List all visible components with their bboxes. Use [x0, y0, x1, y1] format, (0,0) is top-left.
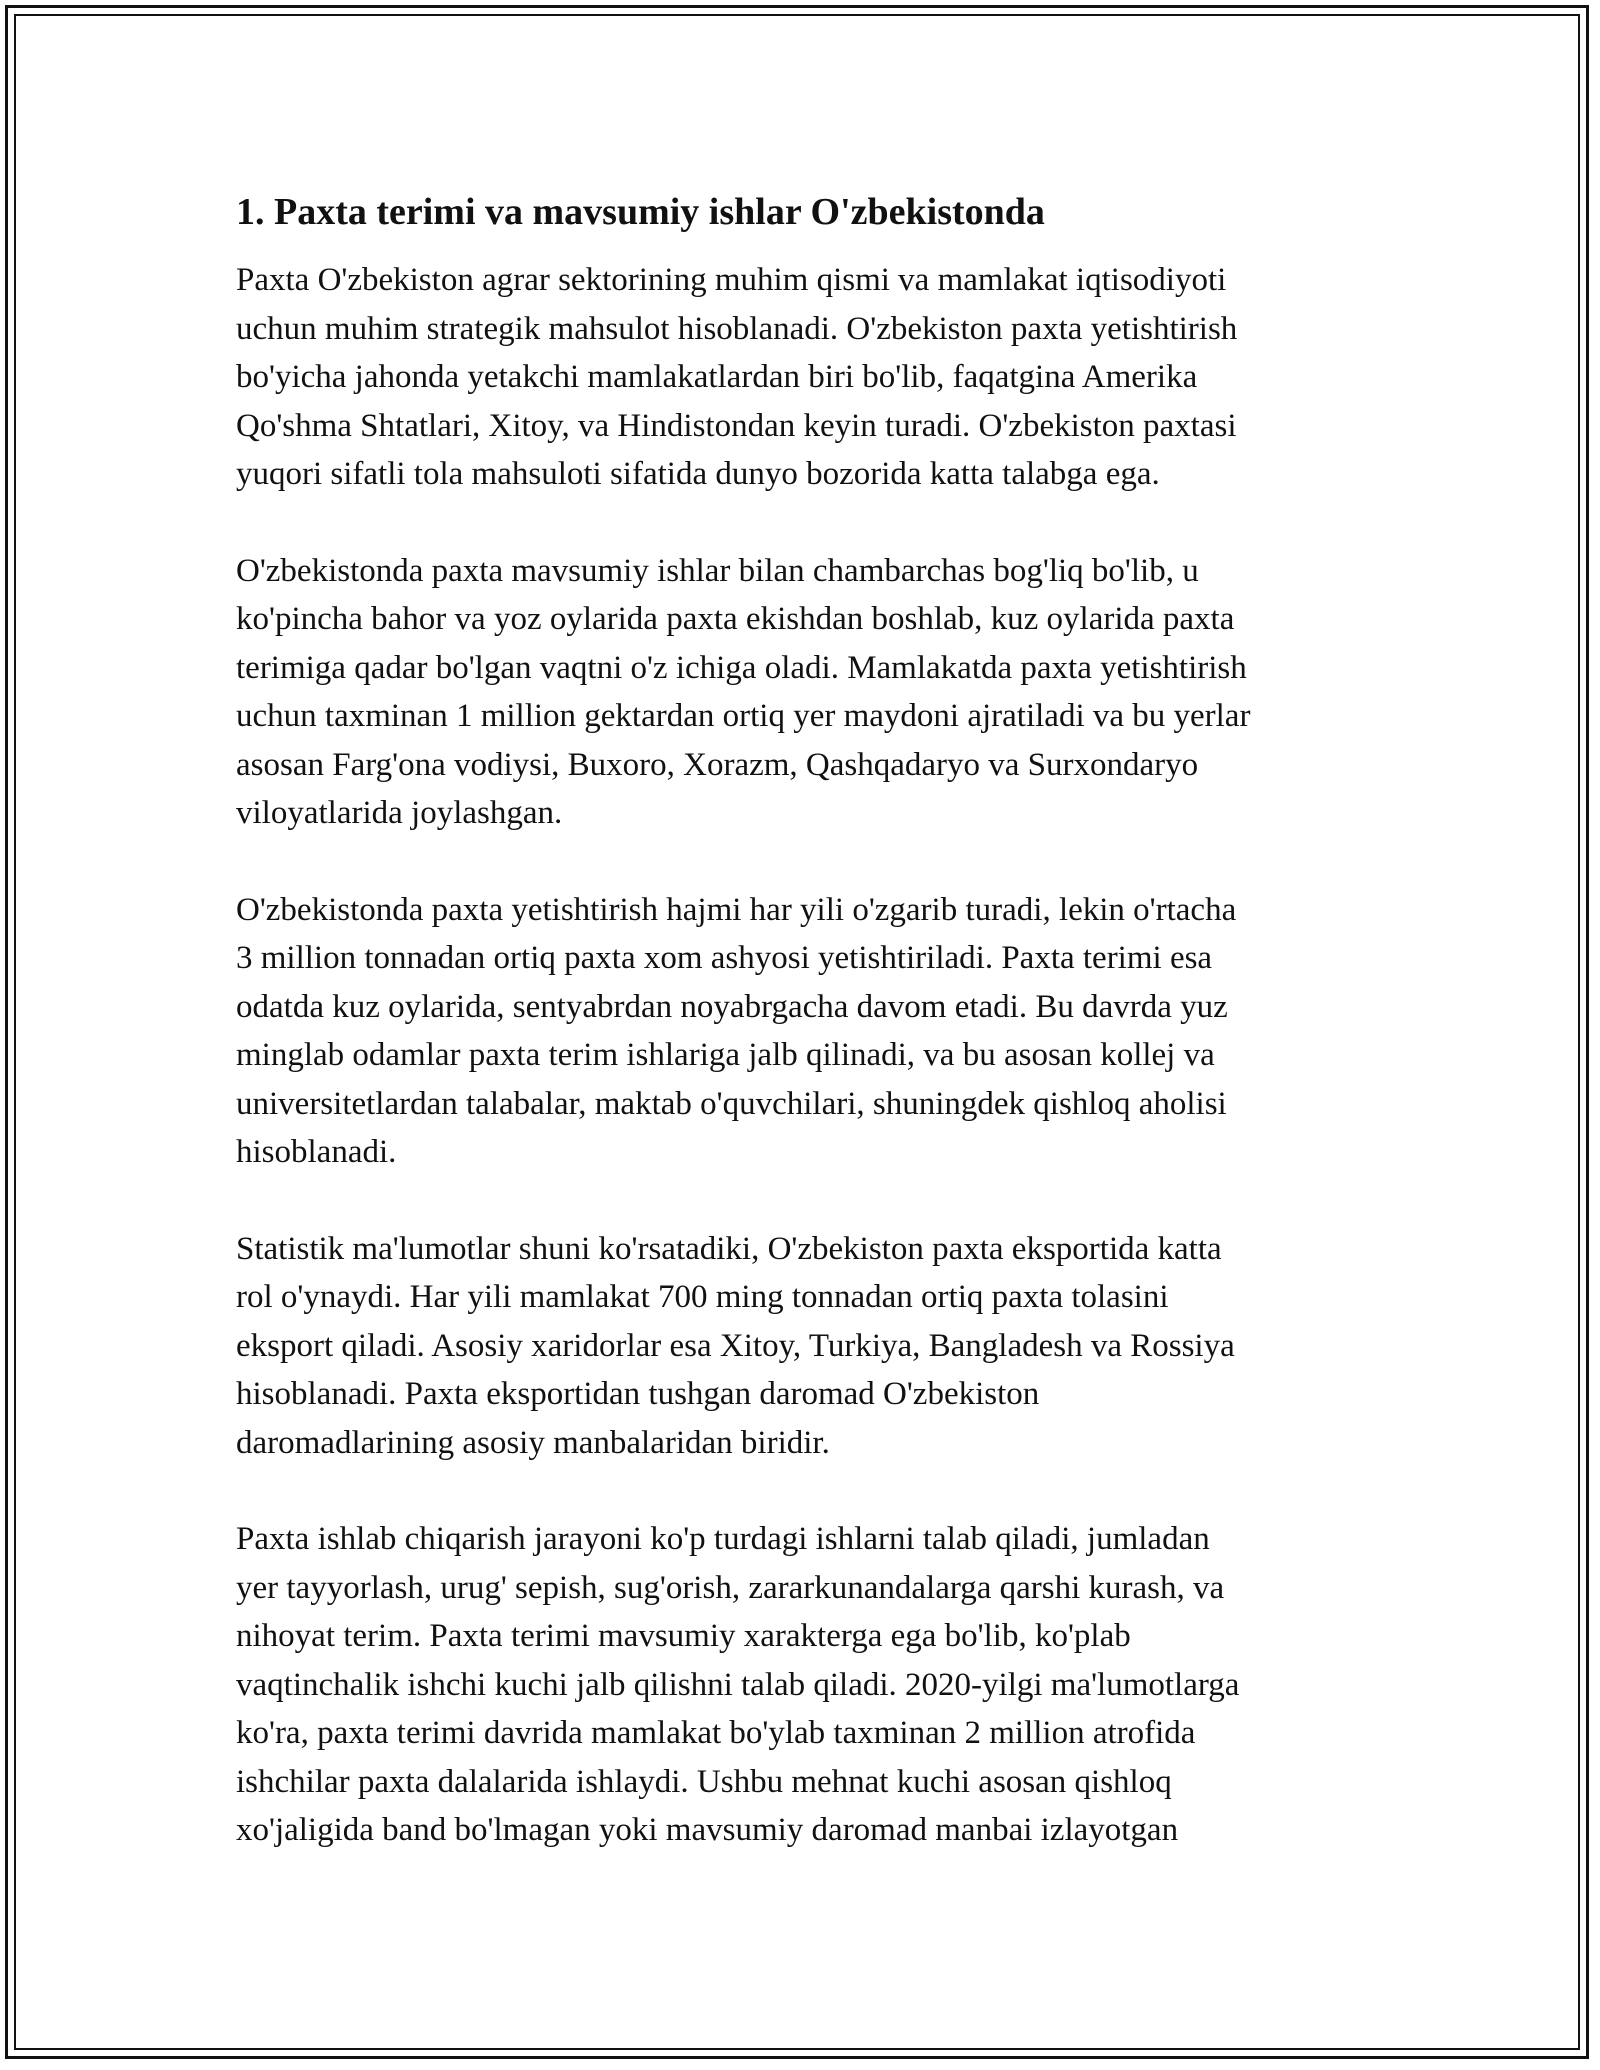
document-body	[236, 188, 1376, 1903]
paragraph-3	[236, 886, 1376, 1177]
text-line: viloyatlarida joylashgan.	[236, 795, 563, 831]
text-line: O'zbekistonda paxta mavsumiy ishlar bilan chambarchas bog'liq bo'lib, u	[236, 552, 1199, 589]
paragraph-1	[236, 256, 1376, 499]
text-line: daromadlarining asosiy manbalaridan biridir.	[236, 1424, 830, 1461]
section-heading: 1. Paxta terimi va mavsumiy ishlar O'zbekistonda	[236, 191, 1045, 233]
text-line: eksport qiladi. Asosiy xaridorlar esa Xitoy, Turkiya, Bangladesh va Rossiya	[236, 1327, 1235, 1364]
text-line: 3 million tonnadan ortiq paxta xom ashyosi yetishtiriladi. Paxta terimi esa	[236, 940, 1213, 976]
text-line: terimiga qadar bo'lgan vaqtni o'z ichiga oladi. Mamlakatda paxta yetishtirish	[236, 649, 1247, 686]
text-line: odatda kuz oylarida, sentyabrdan noyabrgacha davom etadi. Bu davrda yuz	[236, 988, 1228, 1025]
text-line: yer tayyorlash, urug' sepish, sug'orish, zararkunandalarga qarshi kurash, va	[236, 1569, 1225, 1606]
text-line: yuqori sifatli tola mahsuloti sifatida dunyo bozorida katta talabga ega.	[236, 456, 1160, 492]
text-line: Qo'shma Shtatlari, Xitoy, va Hindistondan keyin turadi. O'zbekiston paxtasi	[236, 407, 1237, 444]
text-line: rol o'ynaydi. Har yili mamlakat 700 ming tonnadan ortiq paxta tolasini	[236, 1279, 1169, 1315]
text-line: asosan Farg'ona vodiysi, Buxoro, Xorazm, Qashqadaryo va Surxondaryo	[236, 746, 1199, 783]
text-line: ishchilar paxta dalalarida ishlaydi. Ushbu mehnat kuchi asosan qishloq	[236, 1763, 1172, 1800]
text-line: bo'yicha jahonda yetakchi mamlakatlardan biri bo'lib, faqatgina Amerika	[236, 359, 1198, 395]
paragraph-5	[236, 1515, 1376, 1855]
text-line: universitetlardan talabalar, maktab o'quvchilari, shuningdek qishloq aholisi	[236, 1085, 1227, 1122]
text-line: Paxta O'zbekiston agrar sektorining muhim qismi va mamlakat iqtisodiyoti	[236, 262, 1227, 298]
text-line: Paxta ishlab chiqarish jarayoni ko'p turdagi ishlarni talab qiladi, jumladan	[236, 1521, 1210, 1557]
paragraph-4	[236, 1225, 1376, 1468]
text-line: xo'jaligida band bo'lmagan yoki mavsumiy daromad manbai izlayotgan	[236, 1812, 1179, 1848]
text-line: uchun taxminan 1 million gektardan ortiq yer maydoni ajratiladi va bu yerlar	[236, 698, 1251, 734]
paragraph-2	[236, 547, 1376, 838]
text-line: O'zbekistonda paxta yetishtirish hajmi har yili o'zgarib turadi, lekin o'rtacha	[236, 891, 1237, 928]
text-line: hisoblanadi. Paxta eksportidan tushgan daromad O'zbekiston	[236, 1376, 1040, 1412]
text-line: hisoblanadi.	[236, 1134, 397, 1170]
text-line: minglab odamlar paxta terim ishlariga jalb qilinadi, va bu asosan kollej va	[236, 1037, 1215, 1073]
text-line: ko'ra, paxta terimi davrida mamlakat bo'ylab taxminan 2 million atrofida	[236, 1715, 1196, 1751]
text-line: nihoyat terim. Paxta terimi mavsumiy xarakterga ega bo'lib, ko'plab	[236, 1618, 1131, 1654]
text-line: ko'pincha bahor va yoz oylarida paxta ekishdan boshlab, kuz oylarida paxta	[236, 601, 1235, 637]
text-line: Statistik ma'lumotlar shuni ko'rsatadiki, O'zbekiston paxta eksportida katta	[236, 1230, 1222, 1267]
text-line: uchun muhim strategik mahsulot hisoblanadi. O'zbekiston paxta yetishtirish	[236, 310, 1238, 347]
text-line: vaqtinchalik ishchi kuchi jalb qilishni talab qiladi. 2020-yilgi ma'lumotlarga	[236, 1666, 1240, 1703]
